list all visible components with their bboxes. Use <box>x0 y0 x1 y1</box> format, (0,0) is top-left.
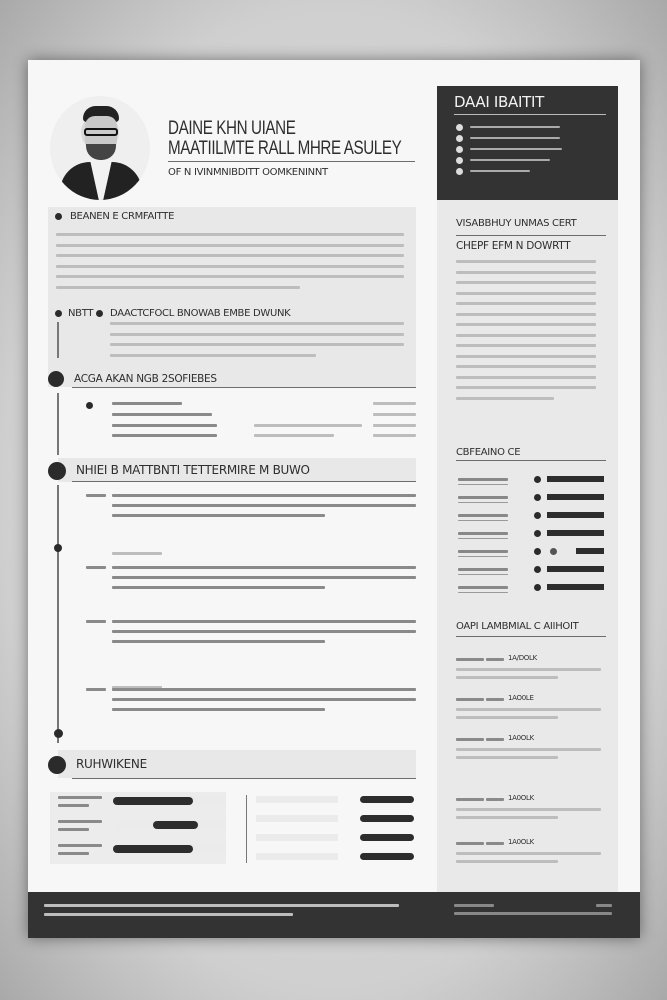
award-date: 1AO0LE <box>508 694 534 702</box>
text-line <box>456 334 596 337</box>
text-line <box>110 322 404 325</box>
award-name <box>456 658 484 661</box>
name-line-1: DAINE KHN UIANE <box>168 118 296 139</box>
skill-underline <box>458 520 508 521</box>
text-line <box>456 355 596 358</box>
skill-dot <box>534 584 541 591</box>
skill-bar <box>547 566 604 572</box>
experience-icon <box>48 462 66 480</box>
skill-bar <box>547 530 604 536</box>
globe-icon <box>456 124 463 131</box>
text-line <box>44 904 399 907</box>
text-line <box>112 708 325 711</box>
skill-label <box>458 568 508 571</box>
skill-underline <box>458 592 508 593</box>
entry-date <box>86 688 106 691</box>
text-line <box>456 748 601 751</box>
text-line <box>58 804 89 807</box>
bullet-icon <box>55 213 62 220</box>
award-name <box>456 798 484 801</box>
text-line <box>112 640 325 643</box>
skill-bar <box>547 476 604 482</box>
edu-line <box>373 434 416 437</box>
bullet-icon <box>55 310 62 317</box>
text-line <box>112 586 325 589</box>
text-line <box>56 286 300 289</box>
contact-text <box>470 159 550 161</box>
footer-text <box>454 904 494 907</box>
text-line <box>112 514 325 517</box>
skill-dot <box>534 476 541 483</box>
text-line <box>456 386 596 389</box>
edu-line <box>112 402 182 405</box>
entry-title <box>112 552 162 555</box>
education-icon <box>48 371 64 387</box>
entry-date <box>86 566 106 569</box>
text-line <box>112 576 416 579</box>
mail-icon <box>456 146 463 153</box>
edu-line <box>112 413 212 416</box>
experience-title: NHIEI B MATTBNTI TETTERMIRE M BUWO <box>76 463 310 477</box>
text-line <box>456 860 558 863</box>
award-name <box>456 698 484 701</box>
edu-line <box>373 413 416 416</box>
contact-text <box>470 170 530 172</box>
profile-title: BEANEN E CRMFAITTE <box>70 211 175 222</box>
text-line <box>456 292 596 295</box>
language-level <box>360 815 414 822</box>
text-line <box>58 852 89 855</box>
text-line <box>112 688 416 691</box>
contact-title: DAAI IBAITIT <box>454 93 544 111</box>
text-line <box>456 716 558 719</box>
text-line <box>456 397 554 400</box>
sub-title: DAACTCFOCL BNOWAB EMBE DWUNK <box>110 308 291 319</box>
skill-underline <box>458 538 508 539</box>
award-org <box>486 842 504 845</box>
language-label <box>256 853 338 860</box>
text-line <box>58 796 102 799</box>
text-line <box>456 344 596 347</box>
skill-dot <box>534 548 541 555</box>
bullet-icon <box>96 310 103 317</box>
footer-text <box>454 912 612 915</box>
edu-line <box>254 424 362 427</box>
text-line <box>56 244 404 247</box>
text-line <box>456 271 596 274</box>
award-org <box>486 798 504 801</box>
skill-dot <box>534 530 541 537</box>
skill-label <box>458 586 508 589</box>
text-line <box>56 233 404 236</box>
text-line <box>112 494 416 497</box>
text-line <box>456 852 601 855</box>
language-level <box>360 796 414 803</box>
edu-line <box>112 434 217 437</box>
skill-underline <box>458 484 508 485</box>
text-line <box>44 913 293 916</box>
sidebar-section-subtitle: CHEPF EFM N DOWRTT <box>456 240 571 252</box>
language-level <box>360 853 414 860</box>
languages-icon <box>48 756 66 774</box>
award-org <box>486 698 504 701</box>
text-line <box>456 281 596 284</box>
phone-icon <box>456 135 463 142</box>
text-line <box>56 265 404 268</box>
text-line <box>456 376 596 379</box>
text-line <box>456 668 601 671</box>
timeline-dot <box>54 729 63 738</box>
skill-dot <box>534 512 541 519</box>
skill-dot <box>534 566 541 573</box>
text-line <box>110 354 316 357</box>
award-date: 1A0OLK <box>508 838 534 846</box>
award-date: 1A0OLK <box>508 734 534 742</box>
text-line <box>456 313 596 316</box>
language-level <box>153 821 198 829</box>
language-level <box>113 797 193 805</box>
text-line <box>110 343 404 346</box>
text-line <box>456 808 601 811</box>
text-line <box>112 630 416 633</box>
skill-underline <box>458 574 508 575</box>
award-name <box>456 738 484 741</box>
languages-title: RUHWIKENE <box>76 757 147 771</box>
text-line <box>112 566 416 569</box>
entry-date <box>86 620 106 623</box>
language-label <box>256 834 338 841</box>
text-line <box>56 254 404 257</box>
profile-photo <box>50 96 150 200</box>
name-line-2: MAATIILMTE RALL MHRE ASULEY <box>168 138 402 159</box>
footer-text <box>596 904 612 907</box>
education-title: ACGA AKAN NGB 2SOFIEBES <box>74 373 217 385</box>
text-line <box>456 302 596 305</box>
contact-text <box>470 148 562 150</box>
award-date: 1A/DOLK <box>508 654 537 662</box>
skill-dot <box>534 494 541 501</box>
skill-bar <box>547 584 604 590</box>
text-line <box>58 828 89 831</box>
edu-line <box>112 424 217 427</box>
skill-label <box>458 514 508 517</box>
entry-date <box>86 494 106 497</box>
contact-text <box>470 126 560 128</box>
edu-line <box>373 402 416 405</box>
text-line <box>456 676 558 679</box>
sidebar-section-title: VISABBHUY UNMAS CERT <box>456 218 577 229</box>
text-line <box>58 844 102 847</box>
bullet-icon <box>86 402 93 409</box>
glasses-icon <box>84 128 118 136</box>
text-line <box>456 260 596 263</box>
text-line <box>456 756 558 759</box>
awards-title: OAPI LAMBMIAL C AIIHOIT <box>456 621 579 632</box>
skill-label <box>458 496 508 499</box>
text-line <box>110 333 404 336</box>
skill-label <box>458 532 508 535</box>
text-line <box>112 620 416 623</box>
text-line <box>112 504 416 507</box>
language-level <box>113 845 193 853</box>
skill-bar <box>576 548 605 554</box>
award-org <box>486 738 504 741</box>
language-level <box>360 834 414 841</box>
timeline-dot <box>54 544 62 552</box>
language-label <box>256 796 338 803</box>
skill-bar <box>547 494 604 500</box>
location-icon <box>456 157 463 164</box>
award-org <box>486 658 504 661</box>
skills-title: CBFEAINO CE <box>456 447 521 458</box>
skill-bar <box>547 512 604 518</box>
text-line <box>456 323 596 326</box>
skill-underline <box>458 556 508 557</box>
skill-label <box>458 478 508 481</box>
contact-text <box>470 137 560 139</box>
language-label <box>256 815 338 822</box>
award-date: 1A0OLK <box>508 794 534 802</box>
skill-label <box>458 550 508 553</box>
text-line <box>456 816 558 819</box>
text-line <box>56 275 404 278</box>
link-icon <box>456 168 463 175</box>
edu-line <box>373 424 416 427</box>
edu-line <box>254 434 334 437</box>
sub-label: NBTT <box>68 308 94 319</box>
text-line <box>112 698 416 701</box>
text-line <box>456 708 601 711</box>
text-line <box>456 365 596 368</box>
skill-underline <box>458 502 508 503</box>
text-line <box>58 820 102 823</box>
job-subtitle: OF N IVINMNIBDITT OOMKENINNT <box>168 167 328 178</box>
resume-page <box>28 60 640 938</box>
award-name <box>456 842 484 845</box>
skill-dot <box>550 548 557 555</box>
